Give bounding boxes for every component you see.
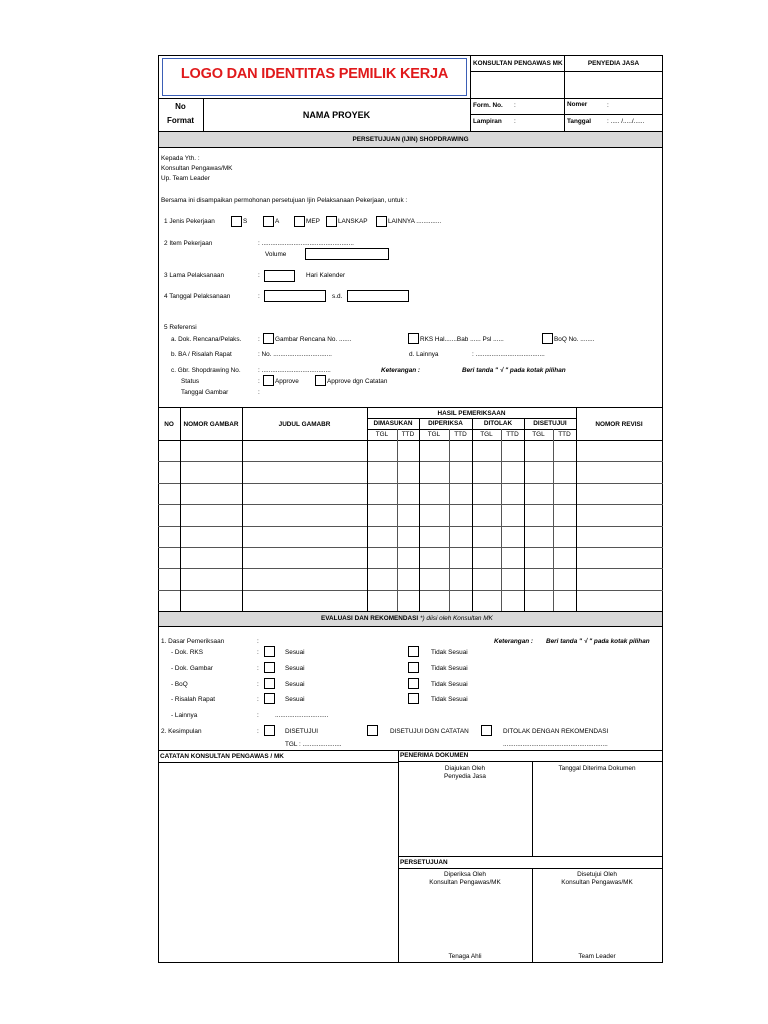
tanggal-label: Tanggal	[567, 118, 592, 125]
col-disetujui: DISETUJUI	[533, 420, 567, 427]
checkbox-gambar-sesuai[interactable]	[264, 662, 275, 673]
col-judul: JUDUL GAMABR	[278, 421, 331, 428]
volume-field[interactable]	[305, 248, 389, 260]
checkbox-rks-tidak-sesuai[interactable]	[408, 646, 419, 657]
start-date-field[interactable]	[264, 290, 326, 302]
format-label: Format	[166, 116, 195, 125]
nomer-label: Nomer	[567, 101, 588, 108]
no-label: No	[175, 102, 186, 111]
checkbox-lanskap[interactable]	[326, 216, 337, 227]
checkbox-boq[interactable]	[542, 333, 553, 344]
checkbox-approve[interactable]	[263, 375, 274, 386]
frame-right	[662, 55, 663, 963]
checkbox-s[interactable]	[231, 216, 242, 227]
checkbox-risalah-tidak-sesuai[interactable]	[408, 693, 419, 704]
hasil-pemeriksaan-header: HASIL PEMERIKSAAN	[437, 410, 506, 417]
frame-top	[158, 55, 663, 56]
duration-field[interactable]	[264, 270, 295, 282]
konsultan-header: KONSULTAN PENGAWAS MK	[473, 60, 563, 67]
checkbox-approve-catatan[interactable]	[315, 375, 326, 386]
checkbox-disetujui-catatan[interactable]	[367, 725, 378, 736]
end-date-field[interactable]	[347, 290, 409, 302]
penyedia-header: PENYEDIA JASA	[587, 60, 640, 67]
col-dimasukan: DIMASUKAN	[373, 420, 413, 427]
evaluasi-title: EVALUASI DAN REKOMENDASI	[321, 615, 419, 622]
checkbox-a[interactable]	[263, 216, 274, 227]
col-no: NO	[164, 421, 174, 428]
checkbox-boq-tidak-sesuai[interactable]	[408, 678, 419, 689]
evaluasi-note: *) diisi oleh Konsultan MK	[420, 615, 493, 622]
tanggal-value: : ..... /...../......	[607, 118, 645, 125]
persetujuan-title: PERSETUJUAN	[400, 859, 448, 866]
form-no-label: Form. No.	[473, 102, 503, 109]
checkbox-gambar-rencana[interactable]	[263, 333, 274, 344]
catatan-title: CATATAN KONSULTAN PENGAWAS / MK	[160, 753, 284, 760]
col-nomor-revisi: NOMOR REVISI	[595, 421, 643, 428]
checkbox-lainnya[interactable]	[376, 216, 387, 227]
frame-bottom	[158, 962, 663, 963]
form-title: PERSETUJUAN (IJIN) SHOPDRAWING	[352, 136, 469, 143]
checkbox-rks[interactable]	[408, 333, 419, 344]
checkbox-rks-sesuai[interactable]	[264, 646, 275, 657]
col-nomor-gambar: NOMOR GAMBAR	[183, 421, 239, 428]
lampiran-label: Lampiran	[473, 118, 502, 125]
checkbox-mep[interactable]	[294, 216, 305, 227]
col-ditolak: DITOLAK	[483, 420, 513, 427]
checkbox-risalah-sesuai[interactable]	[264, 693, 275, 704]
checkbox-disetujui[interactable]	[264, 725, 275, 736]
project-name: NAMA PROYEK	[302, 110, 371, 120]
checkbox-ditolak[interactable]	[481, 725, 492, 736]
col-diperiksa: DIPERIKSA	[428, 420, 463, 427]
checkbox-gambar-tidak-sesuai[interactable]	[408, 662, 419, 673]
checkbox-boq-sesuai[interactable]	[264, 678, 275, 689]
penerima-title: PENERIMA DOKUMEN	[400, 752, 469, 759]
frame-left	[158, 55, 159, 963]
logo-text: LOGO DAN IDENTITAS PEMILIK KERJA	[180, 66, 449, 82]
